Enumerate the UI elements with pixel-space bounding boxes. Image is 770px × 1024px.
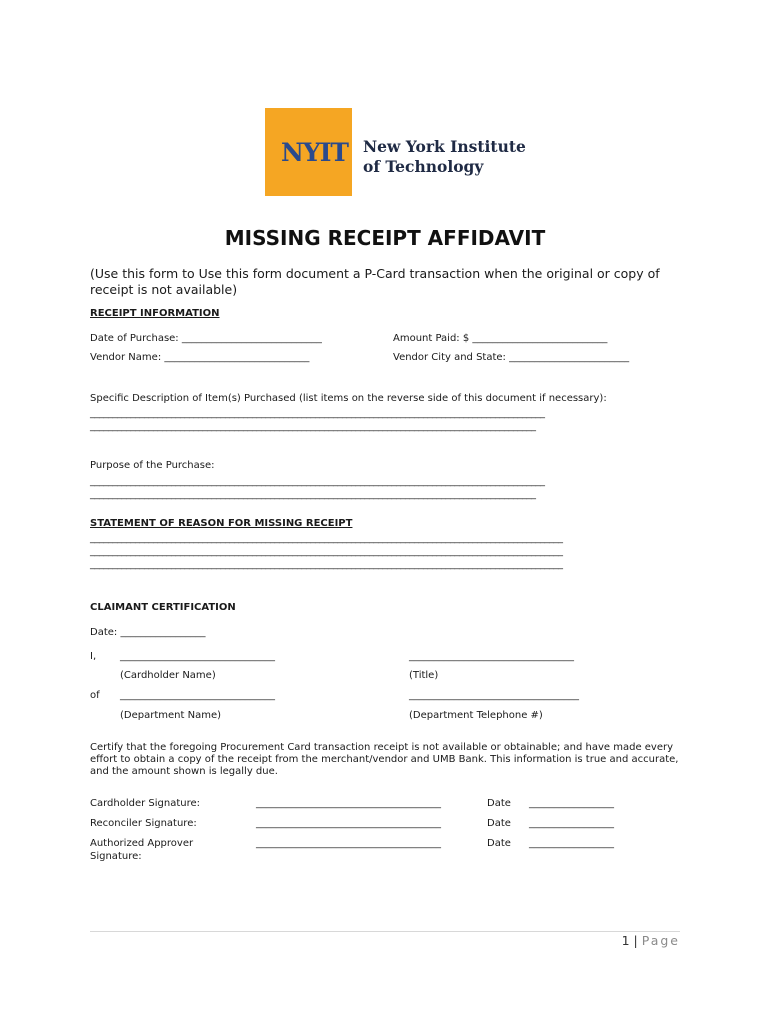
department-phone-caption: (Department Telephone #) — [409, 710, 543, 721]
approver-signature-label-2: Signature: — [90, 851, 142, 862]
purpose-label: Purpose of the Purchase: — [90, 460, 215, 471]
purpose-line-1[interactable]: _____________________________________________________________________________________________________ — [90, 476, 545, 487]
department-name-field[interactable]: _______________________________ — [120, 690, 275, 701]
intro-text: (Use this form to Use this form document a P-Card transaction when the original or copy of receipt is not available) — [90, 266, 660, 297]
page-word: Page — [641, 933, 680, 948]
page-footer — [622, 933, 680, 948]
vendor-name-field[interactable]: Vendor Name: _____________________________ — [90, 352, 310, 363]
certification-statement: Certify that the foregoing Procurement Card transaction receipt is not available or obtainable; and have made every effort to obtain a copy of the receipt from the merchant/vendor and UMB Bank. This information is true and accurate, and the amount shown is legally due. — [90, 742, 679, 777]
institution-name — [363, 137, 526, 177]
date-of-purchase-field[interactable]: Date of Purchase: ____________________________ — [90, 333, 322, 344]
approver-date-label: Date — [487, 838, 511, 849]
cardholder-signature-label: Cardholder Signature: — [90, 798, 201, 809]
title-field[interactable]: _________________________________ — [409, 651, 574, 662]
of-label: of — [90, 690, 100, 701]
title-caption: (Title) — [409, 670, 439, 681]
item-description-line-1[interactable]: _____________________________________________________________________________________________________ — [90, 408, 545, 419]
page-separator: | — [633, 933, 638, 948]
reason-line-1[interactable]: _________________________________________________________________________________________________________ — [90, 533, 563, 544]
approver-date-field[interactable]: _________________ — [529, 838, 614, 849]
institution-name-line1: New York Institute — [363, 137, 526, 156]
item-description-line-2[interactable]: ___________________________________________________________________________________________________ — [90, 421, 536, 432]
vendor-city-state-field[interactable]: Vendor City and State: ________________________ — [393, 352, 630, 363]
page-number: 1 — [621, 933, 630, 948]
approver-signature-label: Authorized Approver — [90, 838, 194, 849]
cardholder-date-field[interactable]: _________________ — [529, 798, 614, 809]
approver-signature-field[interactable]: _____________________________________ — [256, 838, 441, 849]
amount-paid-field[interactable]: Amount Paid: $ ___________________________ — [393, 333, 608, 344]
purpose-line-2[interactable]: ___________________________________________________________________________________________________ — [90, 489, 536, 500]
institution-name-line2: of Technology — [363, 157, 484, 176]
cardholder-date-label: Date — [487, 798, 511, 809]
nyit-logo-mark: NYIT — [281, 138, 348, 167]
receipt-info-heading: RECEIPT INFORMATION — [90, 308, 220, 319]
reason-line-2[interactable]: _________________________________________________________________________________________________________ — [90, 546, 563, 557]
reason-line-3[interactable]: _________________________________________________________________________________________________________ — [90, 559, 563, 570]
reconciler-signature-label: Reconciler Signature: — [90, 818, 197, 829]
reason-heading: STATEMENT OF REASON FOR MISSING RECEIPT — [90, 518, 353, 529]
i-label: I, — [90, 651, 97, 662]
department-phone-field[interactable]: __________________________________ — [409, 690, 579, 701]
cardholder-signature-field[interactable]: _____________________________________ — [256, 798, 441, 809]
document-title: MISSING RECEIPT AFFIDAVIT — [224, 226, 546, 250]
claimant-heading: CLAIMANT CERTIFICATION — [90, 602, 236, 613]
department-name-caption: (Department Name) — [120, 710, 221, 721]
reconciler-date-field[interactable]: _________________ — [529, 818, 614, 829]
cardholder-name-field[interactable]: _______________________________ — [120, 651, 275, 662]
item-description-label: Specific Description of Item(s) Purchased (list items on the reverse side of this document if necessary): — [90, 393, 607, 404]
claimant-date-field[interactable]: Date: _________________ — [90, 627, 206, 638]
reconciler-date-label: Date — [487, 818, 511, 829]
cardholder-name-caption: (Cardholder Name) — [120, 670, 216, 681]
reconciler-signature-field[interactable]: _____________________________________ — [256, 818, 441, 829]
footer-rule — [90, 931, 680, 932]
